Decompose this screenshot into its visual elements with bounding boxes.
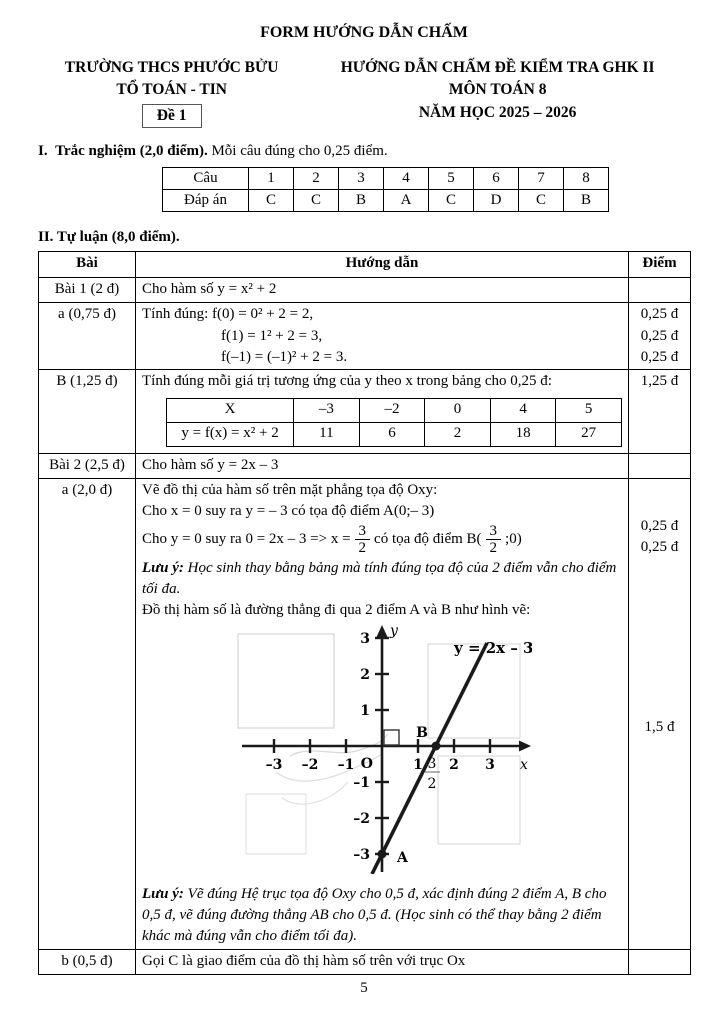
header-left	[38, 57, 305, 128]
function-graph	[142, 622, 622, 881]
y-tick-label: –3	[353, 847, 370, 864]
fraction-numerator: 3	[486, 523, 502, 540]
score-value: 0,25 đ	[640, 306, 679, 323]
multiple-choice-answer-table	[162, 167, 609, 212]
mc-question-cell: 1	[249, 168, 294, 190]
x-axis-label: x	[520, 757, 528, 774]
department-name: TỔ TOÁN - TIN	[116, 81, 227, 99]
score-cell	[629, 949, 691, 974]
x-value: –2	[359, 398, 425, 422]
column-header-huongdan: Hướng dẫn	[136, 252, 629, 278]
mc-question-cell: 8	[564, 168, 609, 190]
score-value: 0,25 đ	[640, 538, 679, 555]
problem-label: a (2,0 đ)	[39, 478, 136, 949]
point-b-label: B	[416, 725, 428, 742]
problem-statement: Gọi C là giao điểm của đồ thị hàm số trên với trục Ox	[136, 949, 629, 974]
solution-line: f(1) = 1² + 2 = 3,	[221, 327, 323, 344]
x-tick-label: 2	[449, 757, 459, 774]
mc-answer-cell: C	[249, 190, 294, 212]
solution-line-with-fraction	[142, 523, 622, 556]
y-tick-label: –2	[353, 811, 370, 828]
table-row-bai1a	[39, 303, 691, 370]
equation-text: Cho y = 0 suy ra 0 = 2x – 3 => x =	[142, 531, 351, 548]
x-value: 5	[556, 398, 622, 422]
subject-name: MÔN TOÁN 8	[448, 81, 547, 99]
grading-note	[142, 884, 622, 948]
solution-cell	[136, 370, 629, 453]
fraction	[486, 523, 502, 556]
problem-label: B (1,25 đ)	[39, 370, 136, 453]
table-header-row	[39, 252, 691, 278]
section1-heading	[38, 143, 690, 160]
note-label: Lưu ý:	[142, 885, 184, 902]
y-axis-arrow-icon	[377, 625, 388, 637]
x-tick-label: –3	[265, 757, 283, 774]
point-b-dot	[432, 742, 441, 751]
table-row-bai1b	[39, 370, 691, 453]
note-label: Lưu ý:	[142, 559, 184, 576]
fraction-denominator: 2	[358, 540, 367, 557]
note-text: Học sinh thay bằng bảng mà tính đúng tọa độ của 2 điểm vẫn cho điểm tối đa.	[142, 559, 617, 597]
score-cell	[629, 278, 691, 303]
score-cell	[629, 478, 691, 949]
page-title: FORM HƯỚNG DẪN CHẤM	[260, 24, 468, 41]
problem-label: b (0,5 đ)	[39, 949, 136, 974]
mc-answer-cell: C	[294, 190, 339, 212]
equation-text: ;0)	[505, 531, 522, 548]
grading-detail-table	[38, 251, 691, 974]
score-cell	[629, 453, 691, 478]
y-axis-label: y	[390, 623, 398, 640]
artifact-scribble	[282, 782, 348, 804]
mc-answer-cell: A	[384, 190, 429, 212]
score-value: 1,5 đ	[644, 718, 675, 735]
x-value: 0	[425, 398, 491, 422]
mc-answer-cell: D	[474, 190, 519, 212]
point-a-dot	[378, 850, 387, 859]
mc-question-label: Câu	[163, 168, 249, 190]
solution-line: Vẽ đồ thị của hàm số trên mặt phẳng tọa độ Oxy:	[142, 481, 438, 498]
origin-label: O	[360, 756, 373, 773]
note-text: Vẽ đúng Hệ trục tọa độ Oxy cho 0,5 đ, xác định đúng 2 điểm A, B cho 0,5 đ, vẽ đúng đường thẳng AB cho 0,5 đ. (Học sinh có thể thay bằng 2 điểm khác mà đúng vẫn cho điểm tối đa).	[142, 885, 607, 945]
y-value: 18	[490, 422, 556, 446]
y-row-label: y = f(x) = x² + 2	[167, 422, 294, 446]
score-value: 0,25 đ	[640, 517, 679, 534]
table-row-bai2b	[39, 949, 691, 974]
problem-label: a (0,75 đ)	[39, 303, 136, 370]
value-table	[166, 398, 622, 447]
solution-line: Đồ thị hàm số là đường thẳng đi qua 2 điểm A và B như hình vẽ:	[142, 602, 531, 619]
solution-cell	[136, 478, 629, 949]
page-number: 5	[360, 979, 368, 996]
mc-question-cell: 7	[519, 168, 564, 190]
section2-heading: II. Tự luận (8,0 điểm).	[38, 229, 180, 246]
exam-code-box: Đề 1	[142, 104, 202, 128]
grading-note	[142, 558, 622, 601]
y-tick-label: 2	[360, 667, 370, 684]
table-row-bai2	[39, 453, 691, 478]
problem-label: Bài 1 (2 đ)	[39, 278, 136, 303]
x-tick-label: –2	[301, 757, 319, 774]
x-value: –3	[294, 398, 360, 422]
table-row-bai2a	[39, 478, 691, 949]
score-value: 0,25 đ	[640, 327, 679, 344]
artifact-box	[238, 634, 334, 728]
value-table-x-row	[167, 398, 622, 422]
y-tick-label: 3	[360, 631, 370, 648]
function-equation-label: y = 2x – 3	[454, 639, 532, 658]
x-axis-arrow-icon	[519, 741, 531, 752]
mc-question-cell: 5	[429, 168, 474, 190]
fraction-numerator: 3	[355, 523, 371, 540]
solution-line: Tính đúng mỗi giá trị tương ứng của y theo x trong bảng cho 0,25 đ:	[142, 373, 552, 390]
y-tick-label: –1	[353, 775, 370, 792]
y-tick-label: 1	[360, 703, 370, 720]
y-value: 27	[556, 422, 622, 446]
score-value: 1,25 đ	[640, 373, 679, 390]
solution-line: f(–1) = (–1)² + 2 = 3.	[221, 349, 348, 365]
mc-answer-cell: B	[339, 190, 384, 212]
mc-question-cell: 6	[474, 168, 519, 190]
y-value: 6	[359, 422, 425, 446]
school-year: NĂM HỌC 2025 – 2026	[418, 103, 577, 121]
score-cell	[629, 370, 691, 453]
mc-answer-cell: C	[429, 190, 474, 212]
value-table-y-row	[167, 422, 622, 446]
solution-cell	[136, 303, 629, 370]
equation-text: có tọa độ điểm B(	[374, 531, 482, 548]
school-name: TRƯỜNG THCS PHƯỚC BỬU	[64, 59, 279, 76]
x-tick-label: –1	[337, 757, 355, 774]
solution-line: Cho x = 0 suy ra y = – 3 có tọa độ điểm A(0;– 3)	[142, 502, 435, 519]
mc-answer-row	[163, 190, 609, 212]
b-x-fraction-numerator: 3	[427, 756, 437, 773]
section1-heading-bold: I. Trắc nghiệm (2,0 điểm).	[38, 143, 208, 160]
graph-svg	[232, 622, 532, 874]
document-header	[38, 57, 690, 128]
mc-answer-cell: B	[564, 190, 609, 212]
x-row-label: X	[167, 398, 294, 422]
problem-label: Bài 2 (2,5 đ)	[39, 453, 136, 478]
problem-statement: Cho hàm số y = x² + 2	[136, 278, 629, 303]
mc-answer-cell: C	[519, 190, 564, 212]
y-value: 2	[425, 422, 491, 446]
x-tick-label: 3	[485, 757, 495, 774]
score-cell	[629, 303, 691, 370]
x-tick-label: 1	[413, 757, 423, 774]
fraction-denominator: 2	[489, 540, 498, 557]
mc-question-cell: 3	[339, 168, 384, 190]
score-value: 0,25 đ	[640, 349, 679, 365]
mc-answer-label: Đáp án	[163, 190, 249, 212]
fraction	[355, 523, 371, 556]
problem-statement: Cho hàm số y = 2x – 3	[136, 453, 629, 478]
section1-heading-rest: Mỗi câu đúng cho 0,25 điểm.	[207, 143, 388, 160]
solution-line: Tính đúng: f(0) = 0² + 2 = 2,	[142, 306, 314, 323]
mc-question-cell: 4	[384, 168, 429, 190]
header-right	[305, 57, 690, 128]
grading-guide-title: HƯỚNG DẪN CHẤM ĐỀ KIỂM TRA GHK II	[340, 59, 655, 76]
mc-question-cell: 2	[294, 168, 339, 190]
table-row-bai1	[39, 278, 691, 303]
mc-question-row	[163, 168, 609, 190]
column-header-bai: Bài	[39, 252, 136, 278]
y-value: 11	[294, 422, 360, 446]
artifact-box	[428, 644, 520, 738]
x-value: 4	[490, 398, 556, 422]
point-a-label: A	[397, 850, 408, 867]
b-x-fraction-denominator: 2	[427, 776, 437, 793]
column-header-diem: Điểm	[629, 252, 691, 278]
unit-square-artifact	[384, 730, 399, 745]
artifact-box	[246, 794, 306, 854]
